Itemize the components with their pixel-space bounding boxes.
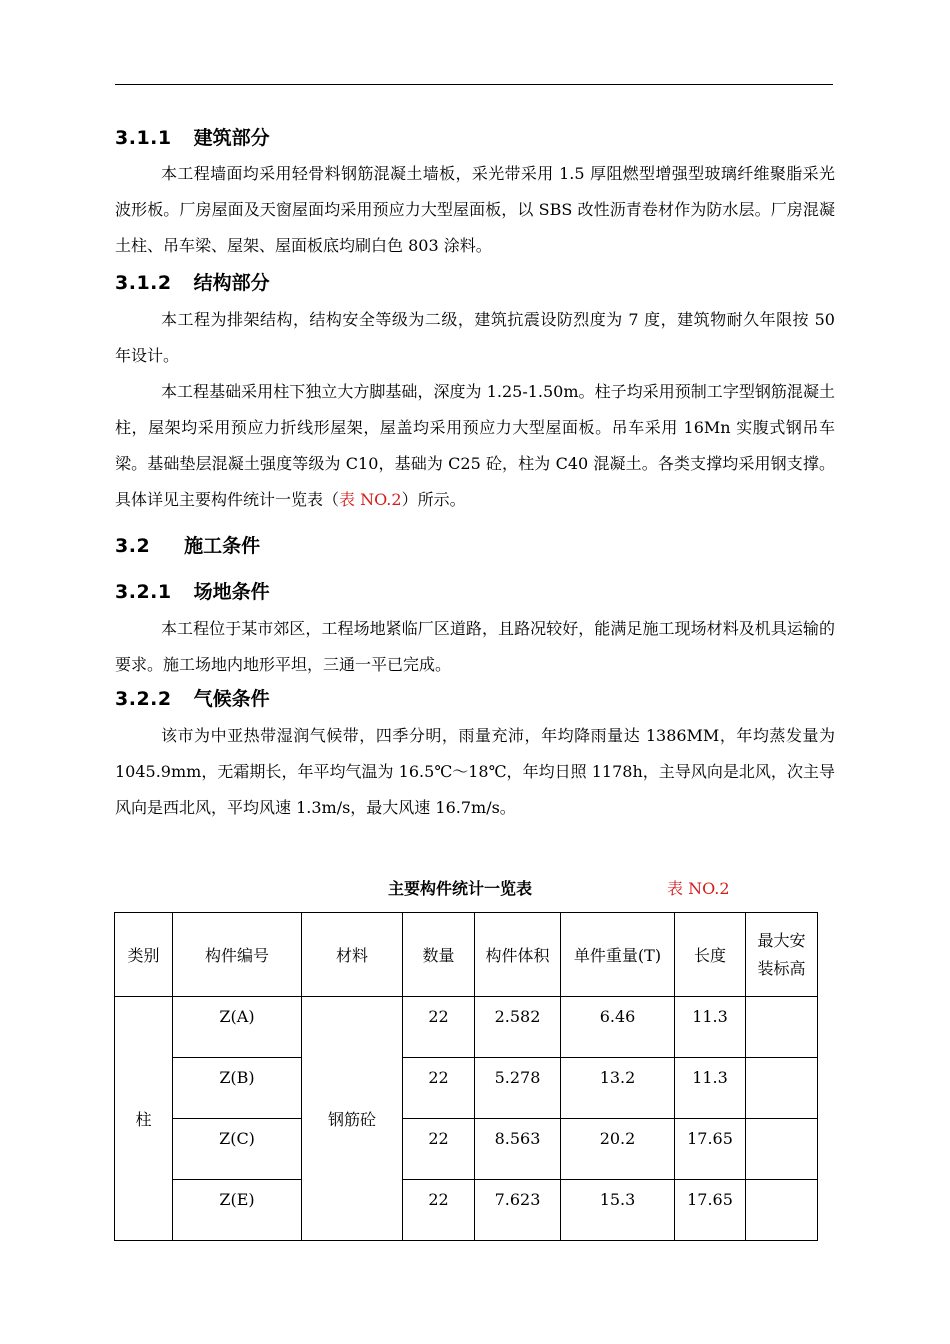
table-row <box>115 1058 818 1119</box>
volume-cell: 8.563 <box>475 1119 561 1180</box>
weight-cell: 6.46 <box>561 997 675 1058</box>
length-cell: 11.3 <box>675 1058 746 1119</box>
length-cell: 17.65 <box>675 1180 746 1241</box>
header-volume: 构件体积 <box>475 913 561 997</box>
header-material: 材料 <box>302 913 403 997</box>
components-table <box>114 912 818 1241</box>
code-cell: Z(E) <box>173 1180 302 1241</box>
heading-number: 3.2.2 <box>115 688 172 710</box>
length-cell: 11.3 <box>675 997 746 1058</box>
heading-3-1-1 <box>115 125 270 151</box>
heading-3-2 <box>115 533 260 559</box>
code-cell: Z(A) <box>173 997 302 1058</box>
header-rule <box>115 84 833 85</box>
table-row <box>115 1119 818 1180</box>
paragraph-structure-1: 本工程为排架结构，结构安全等级为二级，建筑抗震设防烈度为 7 度，建筑物耐久年限按 50 年设计。 <box>115 310 835 365</box>
heading-title: 结构部分 <box>193 272 270 294</box>
volume-cell: 7.623 <box>475 1180 561 1241</box>
weight-cell: 20.2 <box>561 1119 675 1180</box>
elevation-cell <box>746 997 818 1058</box>
paragraph-building: 本工程墙面均采用轻骨料钢筋混凝土墙板，采光带采用 1.5 厚阻燃型增强型玻璃纤维聚脂采光波形板。厂房屋面及天窗屋面均采用预应力大型屋面板，以 SBS 改性沥青卷材作为防水层。厂房混凝土柱、吊车梁、屋架、屋面板底均刷白色 803 涂料。 <box>115 164 835 255</box>
count-cell: 22 <box>403 997 475 1058</box>
weight-cell: 13.2 <box>561 1058 675 1119</box>
table-header-row <box>115 913 818 997</box>
header-code: 构件编号 <box>173 913 302 997</box>
heading-number: 3.1.2 <box>115 272 172 294</box>
heading-title: 场地条件 <box>193 581 270 603</box>
category-cell: 柱 <box>115 997 173 1241</box>
paragraph-climate: 该市为中亚热带湿润气候带，四季分明，雨量充沛，年均降雨量达 1386MM，年均蒸发量为 1045.9mm，无霜期长，年平均气温为 16.5℃～18℃，年均日照 1178h，主导风向是北风，次主导风向是西北风，平均风速 1.3m/s，最大风速 16.7m/s。 <box>115 726 835 817</box>
volume-cell: 5.278 <box>475 1058 561 1119</box>
header-weight: 单件重量(T) <box>561 913 675 997</box>
elevation-cell <box>746 1058 818 1119</box>
code-cell: Z(B) <box>173 1058 302 1119</box>
paragraph-text-tail: ）所示。 <box>401 490 466 509</box>
table-row <box>115 997 818 1058</box>
count-cell: 22 <box>403 1119 475 1180</box>
elevation-cell <box>746 1180 818 1241</box>
header-elevation-line-1: 最大安 <box>757 930 806 950</box>
table-title: 主要构件统计一览表 <box>388 879 533 898</box>
length-cell: 17.65 <box>675 1119 746 1180</box>
code-cell: Z(C) <box>173 1119 302 1180</box>
heading-title: 建筑部分 <box>193 127 270 149</box>
heading-3-2-2 <box>115 686 270 712</box>
material-cell: 钢筋砼 <box>302 997 403 1241</box>
paragraph-structure-2 <box>115 374 835 518</box>
heading-title: 施工条件 <box>184 535 261 557</box>
elevation-cell <box>746 1119 818 1180</box>
paragraph-site: 本工程位于某市郊区，工程场地紧临厂区道路，且路况较好，能满足施工现场材料及机具运输的要求。施工场地内地形平坦，三通一平已完成。 <box>115 619 835 674</box>
count-cell: 22 <box>403 1058 475 1119</box>
heading-title: 气候条件 <box>193 688 270 710</box>
volume-cell: 2.582 <box>475 997 561 1058</box>
heading-3-2-1 <box>115 579 270 605</box>
paragraph-text: 本工程基础采用柱下独立大方脚基础，深度为 1.25-1.50m。柱子均采用预制工字型钢筋混凝土柱，屋架均采用预应力折线形屋架，屋盖均采用预应力大型屋面板。吊车采用 16Mn 实腹式钢吊车梁。基础垫层混凝土强度等级为 C10，基础为 C25 砼，柱为 C40 混凝土。各类支撑均采用钢支撑。具体详见主要构件统计一览表（ <box>115 382 835 509</box>
heading-number: 3.2 <box>115 535 151 557</box>
count-cell: 22 <box>403 1180 475 1241</box>
header-max-elevation <box>746 913 818 997</box>
header-count: 数量 <box>403 913 475 997</box>
heading-number: 3.1.1 <box>115 127 172 149</box>
header-elevation-line-2: 装标高 <box>757 958 806 978</box>
weight-cell: 15.3 <box>561 1180 675 1241</box>
heading-3-1-2 <box>115 270 270 296</box>
header-category: 类别 <box>115 913 173 997</box>
table-reference-link[interactable]: 表 NO.2 <box>339 490 402 509</box>
table-number: 表 NO.2 <box>667 879 730 898</box>
header-length: 长度 <box>675 913 746 997</box>
table-row <box>115 1180 818 1241</box>
heading-number: 3.2.1 <box>115 581 172 603</box>
